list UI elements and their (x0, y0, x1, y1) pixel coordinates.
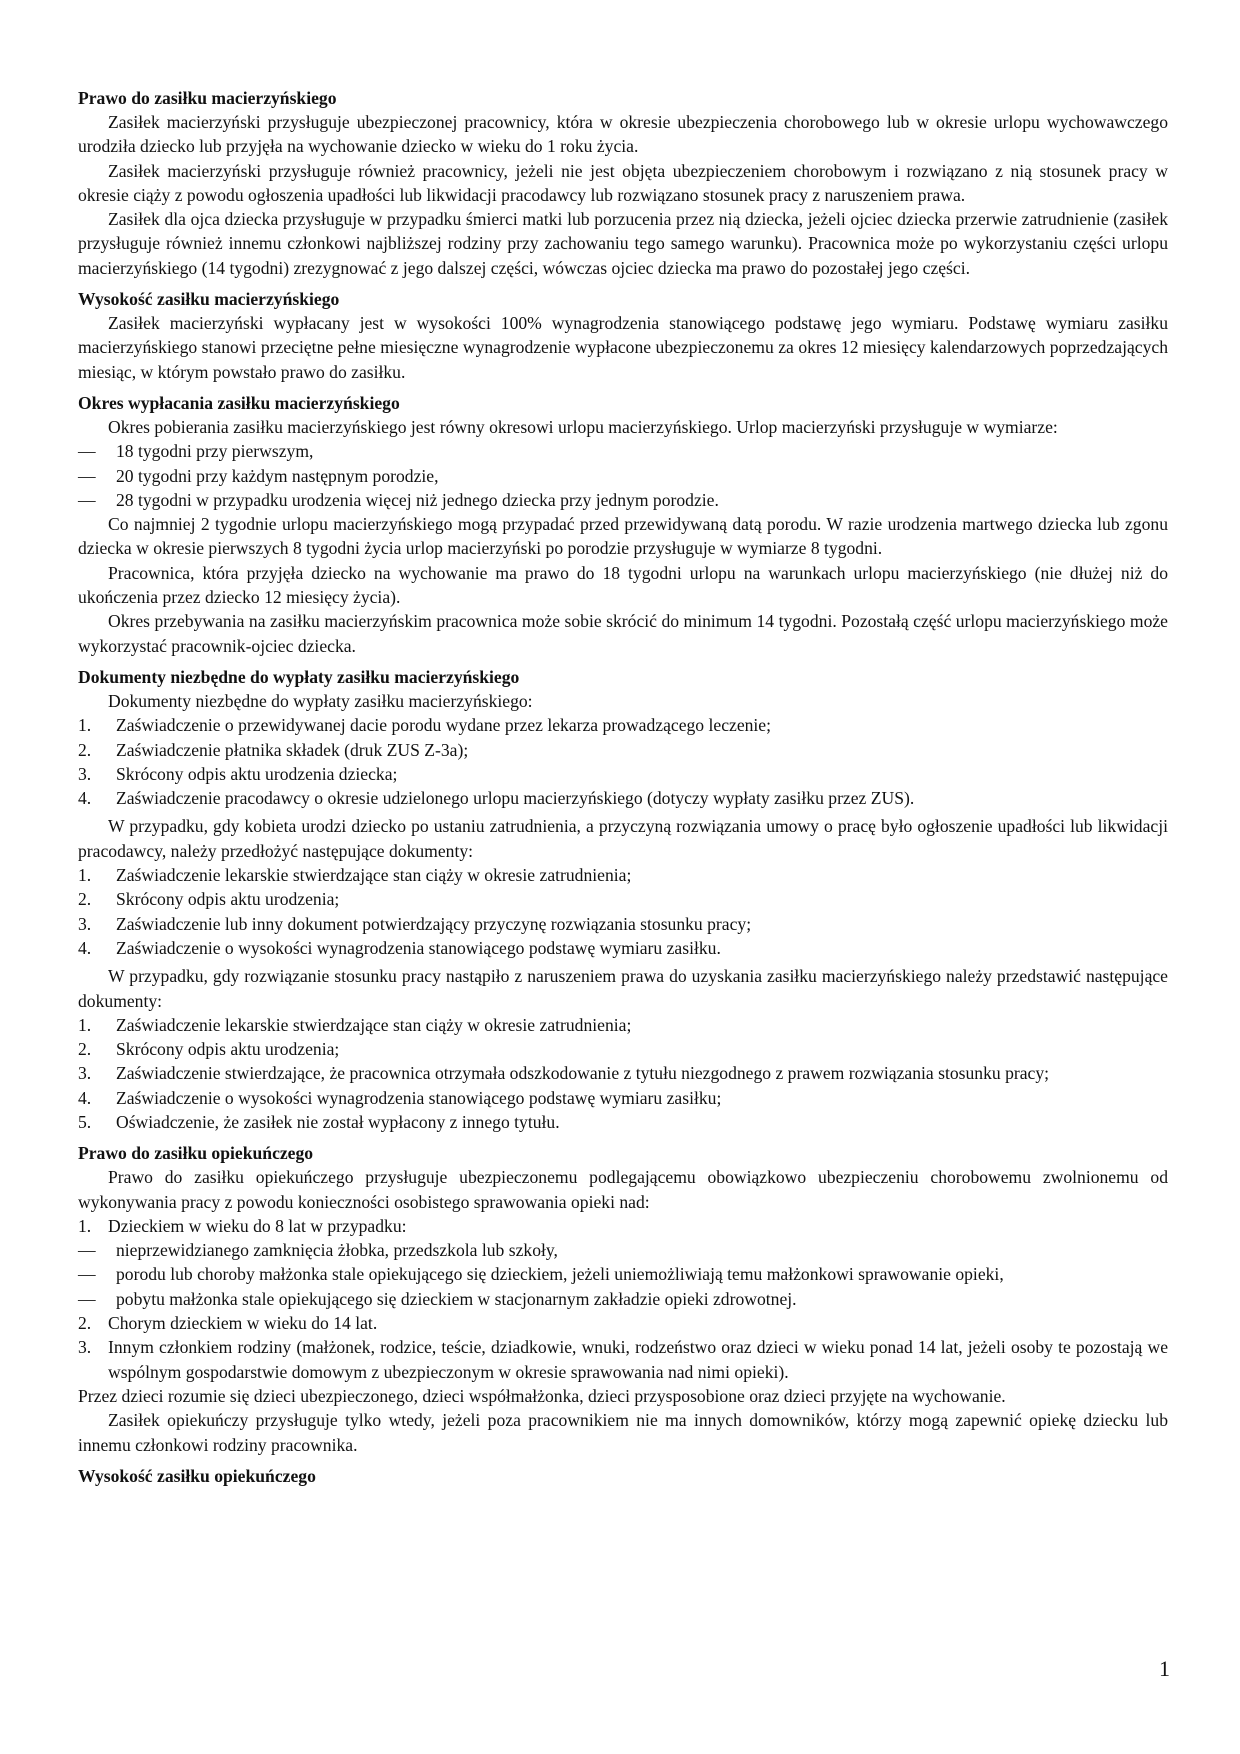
list-number: 1. (78, 715, 92, 736)
numbered-list (78, 1214, 1168, 1238)
list-item: — nieprzewidzianego zamknięcia żłobka, przedszkola lub szkoły, (78, 1238, 1168, 1262)
list-text: Zaświadczenie pracodawcy o okresie udzielonego urlopu macierzyńskiego (dotyczy wypłaty zasiłku przez ZUS). (116, 788, 915, 809)
section-care-right (78, 1141, 1168, 1457)
list-item (78, 887, 1168, 911)
list-item (78, 912, 1168, 936)
list-number: 1. (78, 865, 92, 886)
list-text: Zaświadczenie lub inny dokument potwierdzający przyczynę rozwiązania stosunku pracy; (116, 913, 752, 934)
list-text: Skrócony odpis aktu urodzenia; (116, 889, 340, 910)
list-text: Dzieckiem w wieku do 8 lat w przypadku: (108, 1215, 407, 1236)
section-heading: Wysokość zasiłku macierzyńskiego (78, 289, 340, 310)
paragraph: Okres pobierania zasiłku macierzyńskiego jest równy okresowi urlopu macierzyńskiego. Urlop macierzyński przysługuje w wymiarze: (108, 416, 1058, 437)
paragraph: Przez dzieci rozumie się dzieci ubezpieczonego, dzieci współmałżonka, dzieci przysposobione oraz dzieci przyjęte na wychowanie. (78, 1385, 1006, 1406)
list-item (78, 1086, 1168, 1110)
paragraph: Prawo do zasiłku opiekuńczego przysługuje ubezpieczonemu podlegającemu obowiązkowo ubezpieczeniu chorobowemu zwolnionemu od wykonywania pracy z powodu konieczności osobistego sprawowania opieki nad: (78, 1167, 1168, 1212)
section-heading: Prawo do zasiłku opiekuńczego (78, 1143, 314, 1164)
section-heading: Prawo do zasiłku macierzyńskiego (78, 88, 337, 108)
list-item (78, 1037, 1168, 1061)
list-number: 2. (78, 739, 92, 760)
paragraph: W przypadku, gdy rozwiązanie stosunku pracy nastąpiło z naruszeniem prawa do uzyskania zasiłku macierzyńskiego należy przedstawić następujące dokumenty: (78, 966, 1168, 1011)
list-item (78, 786, 1168, 810)
paragraph: Co najmniej 2 tygodnie urlopu macierzyńskiego mogą przypadać przed przewidywaną datą porodu. W razie urodzenia martwego dziecka lub zgonu dziecka w okresie pierwszych 8 tygodni życia urlop macierzyński po porodzie przysługuje w wymiarze 8 tygodni. (78, 514, 1168, 559)
numbered-list (78, 863, 1168, 960)
list-number: 4. (78, 788, 92, 809)
list-item (78, 1335, 1168, 1384)
numbered-list (78, 1311, 1168, 1384)
section-heading: Wysokość zasiłku opiekuńczego (78, 1465, 316, 1486)
list-number: 3. (78, 763, 92, 784)
document-page (78, 86, 1168, 1488)
paragraph: Zasiłek macierzyński przysługuje ubezpieczonej pracownicy, która w okresie ubezpieczenia chorobowego lub w okresie urlopu wychowawczego urodziła dziecko lub przyjęła na wychowanie dziecko w wieku do 1 roku życia. (78, 112, 1168, 157)
list-item (78, 1110, 1168, 1134)
list-number: 3. (78, 1063, 92, 1084)
paragraph: Dokumenty niezbędne do wypłaty zasiłku macierzyńskiego: (108, 690, 533, 711)
page-number: 1 (1159, 1656, 1170, 1681)
list-number: 1. (78, 1014, 92, 1035)
paragraph: Zasiłek opiekuńczy przysługuje tylko wtedy, jeżeli poza pracownikiem nie ma innych domowników, którzy mogą zapewnić opiekę dziecku lub innemu członkowi rodziny pracownika. (78, 1410, 1168, 1455)
list-text: Zaświadczenie płatnika składek (druk ZUS Z-3a); (116, 739, 469, 760)
section-maternity-right (78, 86, 1168, 280)
list-item (78, 1214, 1168, 1238)
list-text: Zaświadczenie lekarskie stwierdzające stan ciąży w okresie zatrudnienia; (116, 1014, 632, 1035)
list-text: Zaświadczenie o przewidywanej dacie porodu wydane przez lekarza prowadzącego leczenie; (116, 715, 772, 736)
list-item (78, 1013, 1168, 1037)
list-text: Zaświadczenie o wysokości wynagrodzenia stanowiącego podstawę wymiaru zasiłku; (116, 1087, 722, 1108)
list-number: 4. (78, 1087, 92, 1108)
list-item (78, 713, 1168, 737)
list-item (78, 762, 1168, 786)
list-number: 2. (78, 1313, 92, 1334)
dash-list (78, 439, 1168, 512)
list-text: Zaświadczenie stwierdzające, że pracownica otrzymała odszkodowanie z tytułu niezgodnego z prawem rozwiązania stosunku pracy; (116, 1063, 1050, 1084)
list-text: Chorym dzieckiem w wieku do 14 lat. (108, 1313, 378, 1334)
numbered-list (78, 713, 1168, 810)
paragraph: Zasiłek macierzyński wypłacany jest w wysokości 100% wynagrodzenia stanowiącego podstawę jego wymiaru. Podstawę wymiaru zasiłku macierzyńskiego stanowi przeciętne pełne miesięczne wynagrodzenie wypłacone ubezpieczonemu za okres 12 miesięcy kalendarzowych poprzedzających miesiąc, w którym powstało prawo do zasiłku. (78, 313, 1168, 382)
paragraph: Zasiłek dla ojca dziecka przysługuje w przypadku śmierci matki lub porzucenia przez nią dziecka, jeżeli ojciec dziecka przerwie zatrudnienie (zasiłek przysługuje również innemu członkowi najbliższej rodziny przy zachowaniu tego samego warunku). Pracownica może po wykorzystaniu części urlopu macierzyńskiego (14 tygodni) zrezygnować z jego dalszej części, wówczas ojciec dziecka ma prawo do pozostałej jego części. (78, 209, 1168, 278)
section-maternity-period (78, 391, 1168, 658)
paragraph: Okres przebywania na zasiłku macierzyńskim pracownica może sobie skrócić do minimum 14 tygodni. Pozostałą część urlopu macierzyńskiego może wykorzystać pracownik-ojciec dziecka. (78, 611, 1168, 656)
list-text: Innym członkiem rodziny (małżonek, rodzice, teście, dziadkowie, wnuki, rodzeństwo oraz dzieci w wieku ponad 14 lat, jeżeli osoby te pozostają we wspólnym gospodarstwie domowym z ubezpieczonym w okresie sprawowania nad nimi opieki). (108, 1337, 1168, 1382)
list-item: — 18 tygodni przy pierwszym, (78, 439, 1168, 463)
paragraph: W przypadku, gdy kobieta urodzi dziecko po ustaniu zatrudnienia, a przyczyną rozwiązania umowy o pracę było ogłoszenie upadłości lub likwidacji pracodawcy, należy przedłożyć następujące dokumenty: (78, 816, 1168, 861)
list-text: Skrócony odpis aktu urodzenia dziecka; (116, 763, 398, 784)
list-item (78, 738, 1168, 762)
section-maternity-documents (78, 665, 1168, 1134)
list-number: 2. (78, 1039, 92, 1060)
numbered-list (78, 1013, 1168, 1134)
paragraph: Pracownica, która przyjęła dziecko na wychowanie ma prawo do 18 tygodni urlopu na warunkach urlopu macierzyńskiego (nie dłużej niż do ukończenia przez dziecko 12 miesięcy życia). (78, 562, 1168, 608)
list-item (78, 863, 1168, 887)
section-care-amount (78, 1464, 1168, 1488)
section-maternity-amount (78, 287, 1168, 384)
list-text: Zaświadczenie lekarskie stwierdzające stan ciąży w okresie zatrudnienia; (116, 865, 632, 886)
list-item: — 20 tygodni przy każdym następnym porodzie, (78, 464, 1168, 488)
section-heading: Okres wypłacania zasiłku macierzyńskiego (78, 392, 400, 413)
list-item: — porodu lub choroby małżonka stale opiekującego się dzieckiem, jeżeli uniemożliwiają temu małżonkowi sprawowanie opieki, (78, 1262, 1168, 1286)
list-text: Zaświadczenie o wysokości wynagrodzenia stanowiącego podstawę wymiaru zasiłku. (116, 937, 721, 958)
list-number: 3. (78, 1337, 92, 1358)
list-text: Skrócony odpis aktu urodzenia; (116, 1039, 340, 1060)
list-item (78, 936, 1168, 960)
list-number: 5. (78, 1111, 92, 1132)
list-text: Oświadczenie, że zasiłek nie został wypłacony z innego tytułu. (116, 1111, 560, 1132)
list-item (78, 1311, 1168, 1335)
list-item (78, 1061, 1168, 1085)
paragraph: Zasiłek macierzyński przysługuje również pracownicy, jeżeli nie jest objęta ubezpieczeniem chorobowym i rozwiązano z nią stosunek pracy w okresie ciąży z powodu ogłoszenia upadłości lub likwidacji pracodawcy lub rozwiązano stosunek pracy z naruszeniem prawa. (78, 160, 1168, 205)
list-item: — 28 tygodni w przypadku urodzenia więcej niż jednego dziecka przy jednym porodzie. (78, 488, 1168, 512)
list-item: — pobytu małżonka stale opiekującego się dzieckiem w stacjonarnym zakładzie opieki zdrowotnej. (78, 1287, 1168, 1311)
list-number: 3. (78, 913, 92, 934)
list-number: 2. (78, 889, 92, 910)
list-number: 4. (78, 937, 92, 958)
list-number: 1. (78, 1215, 92, 1236)
section-heading: Dokumenty niezbędne do wypłaty zasiłku macierzyńskiego (78, 666, 520, 687)
dash-list (78, 1238, 1168, 1311)
